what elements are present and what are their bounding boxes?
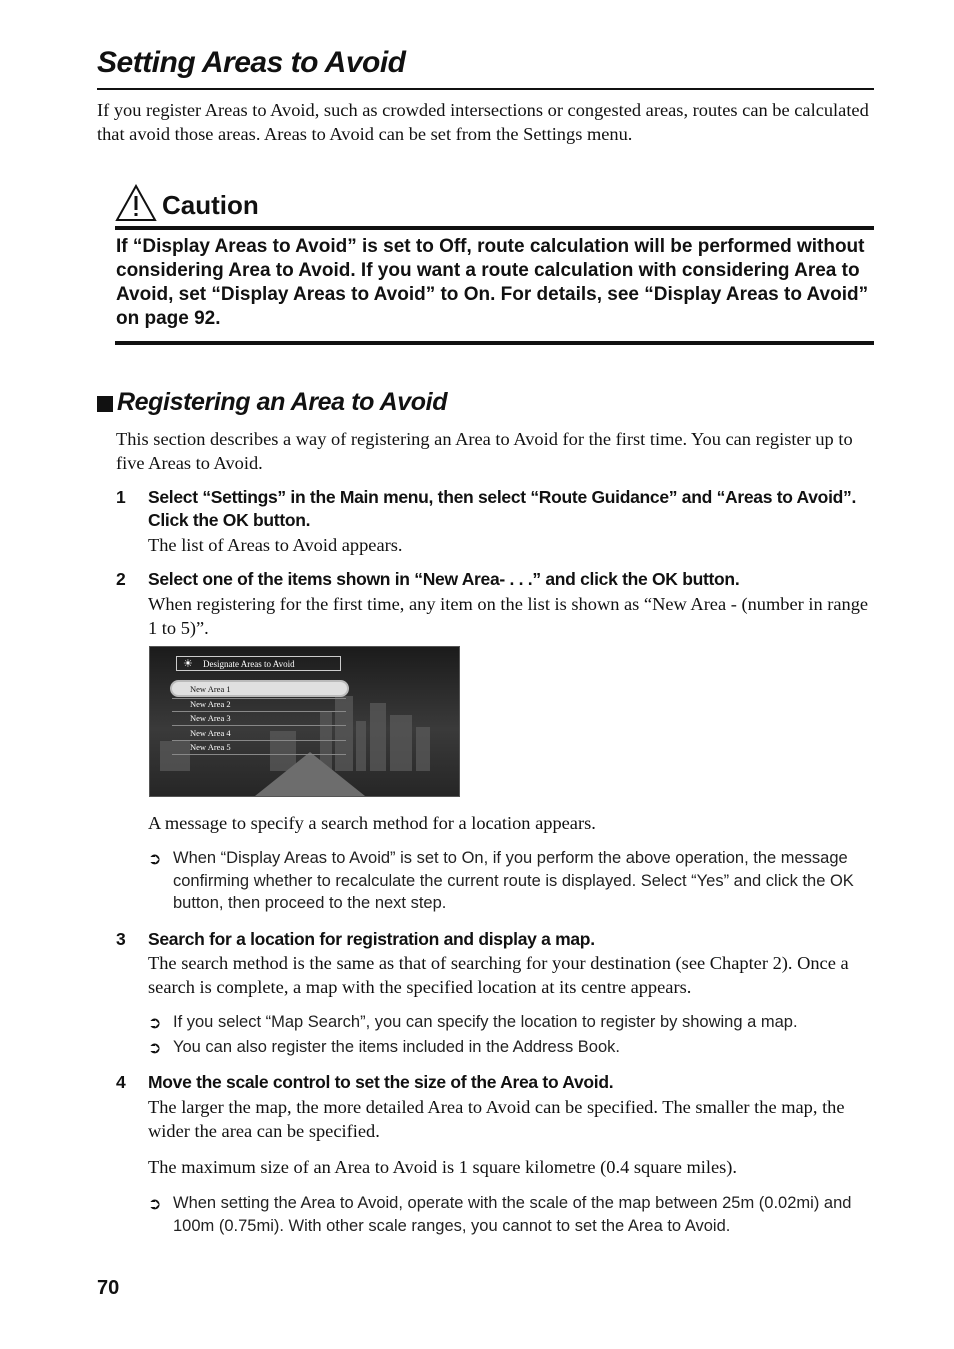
note-arrow-icon: ➲ xyxy=(148,851,162,868)
list-divider xyxy=(172,725,346,726)
skyline-building xyxy=(160,741,190,771)
step-3-note-1: If you select “Map Search”, you can specify the location to register by showing a map. xyxy=(173,1013,798,1031)
page-title: Setting Areas to Avoid xyxy=(97,46,406,79)
skyline-building xyxy=(370,703,386,771)
note-arrow-icon: ➲ xyxy=(148,1196,162,1213)
step-2-note: When “Display Areas to Avoid” is set to On, if you perform the above operation, the message confirming whether to recalculate the current route is displayed. Select “Yes” and click the OK button, then proceed to the next step. xyxy=(173,849,854,912)
step-1-body: The list of Areas to Avoid appears. xyxy=(148,535,403,555)
screen-title-bar xyxy=(176,656,341,671)
skyline-building xyxy=(390,715,412,771)
section-intro: This section describes a way of registering an Area to Avoid for the first time. You can register up to five Areas to Avoid. xyxy=(116,429,853,473)
step-4-number: 4 xyxy=(116,1072,126,1092)
step-1-number: 1 xyxy=(116,487,126,507)
step-4-note: When setting the Area to Avoid, operate with the scale of the map between 25m (0.02mi) and 100m (0.75mi). With other scale ranges, you cannot to set the Area to Avoid. xyxy=(173,1194,852,1235)
caution-heading: Caution xyxy=(162,190,259,220)
screen-list-item[interactable]: New Area 1 xyxy=(190,684,231,694)
title-rule xyxy=(97,88,874,90)
screen-list-item[interactable]: New Area 3 xyxy=(190,713,231,723)
note-arrow-icon: ➲ xyxy=(148,1015,162,1032)
note-arrow-icon: ➲ xyxy=(148,1040,162,1057)
skyline-building xyxy=(416,727,430,771)
step-3-number: 3 xyxy=(116,929,126,949)
step-3-body: The search method is the same as that of searching for your destination (see Chapter 2). Once a search is complete, a map with the specified location at its centre appears. xyxy=(148,953,849,997)
caution-rule-bottom xyxy=(115,341,874,345)
page-number: 70 xyxy=(97,1277,120,1299)
step-4-body: The larger the map, the more detailed Area to Avoid can be specified. The smaller the map, the wider the area can be specified. xyxy=(148,1097,845,1141)
screen-list-item[interactable]: New Area 4 xyxy=(190,728,231,738)
section-title: Registering an Area to Avoid xyxy=(117,388,448,416)
step-3-note-2: You can also register the items included in the Address Book. xyxy=(173,1038,620,1056)
section-square-icon xyxy=(97,396,113,412)
step-3-heading: Search for a location for registration and display a map. xyxy=(148,929,595,949)
navigation-screen-image xyxy=(149,646,460,797)
list-divider xyxy=(172,754,346,755)
caution-rule-top xyxy=(115,226,874,230)
step-4-heading: Move the scale control to set the size of the Area to Avoid. xyxy=(148,1072,614,1092)
step-1-heading: Select “Settings” in the Main menu, then select “Route Guidance” and “Areas to Avoid”. Click the OK button. xyxy=(148,487,857,530)
intro-paragraph: If you register Areas to Avoid, such as crowded intersections or congested areas, routes can be calculated that avoid those areas. Areas to Avoid can be set from the Settings menu. xyxy=(97,100,869,144)
step-2-body: When registering for the first time, any item on the list is shown as “New Area - (number in range 1 to 5)”. xyxy=(148,594,869,638)
sun-icon: ☀ xyxy=(183,658,193,670)
step-2-after-screen: A message to specify a search method for a location appears. xyxy=(148,813,596,833)
road-graphic xyxy=(255,752,365,796)
step-2-number: 2 xyxy=(116,569,126,589)
screen-list-item[interactable]: New Area 5 xyxy=(190,742,231,752)
warning-triangle-icon xyxy=(115,184,157,222)
caution-text: If “Display Areas to Avoid” is set to Off, route calculation will be performed without considering Area to Avoid. If you want a route calculation with considering Area to Avoid, set “Display Areas to Avoid” to On. For details, see “Display Areas to Avoid” on page 92. xyxy=(116,236,869,329)
screen-list-item[interactable]: New Area 2 xyxy=(190,699,231,709)
step-4-body-2: The maximum size of an Area to Avoid is 1 square kilometre (0.4 square miles). xyxy=(148,1157,738,1177)
step-2-heading: Select one of the items shown in “New Area- . . .” and click the OK button. xyxy=(148,569,740,589)
screen-title: Designate Areas to Avoid xyxy=(203,659,295,669)
